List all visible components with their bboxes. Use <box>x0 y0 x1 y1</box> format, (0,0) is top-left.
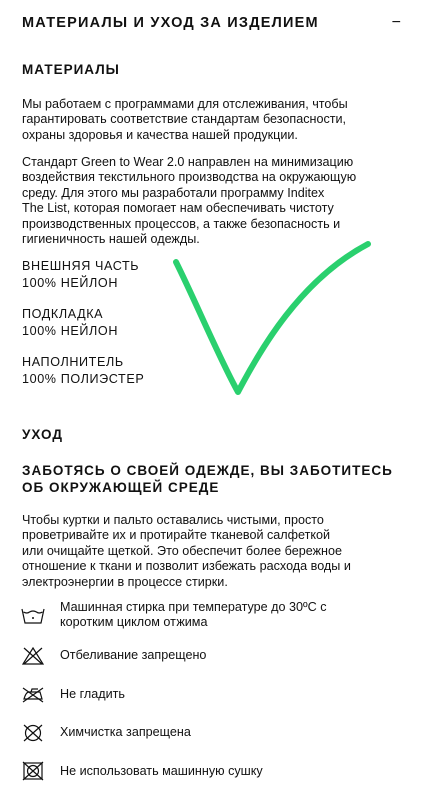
care-item-bleach <box>20 641 410 671</box>
section-header[interactable] <box>22 10 401 36</box>
composition-value: 100% НЕЙЛОН <box>22 275 119 290</box>
materials-heading: МАТЕРИАЛЫ <box>22 62 120 77</box>
care-item-label: Отбеливание запрещено <box>60 648 207 662</box>
care-item-wash <box>20 598 410 632</box>
materials-intro: Мы работаем с программами для отслеживания, чтобы гарантировать соответствие стандартам безопасности, охраны здоровья и качества нашей продукции. <box>22 97 348 142</box>
care-item-tumble-dry <box>20 756 410 786</box>
care-instructions <box>20 598 410 795</box>
care-item-dry-clean <box>20 718 410 748</box>
care-item-label: Машинная стирка при температуре до 30ºC с коротким циклом отжима <box>60 600 327 629</box>
care-item-label: Не использовать машинную сушку <box>60 763 263 778</box>
care-text: Чтобы куртки и пальто оставались чистыми, просто проветривайте их и протирайте тканевой салфеткой или очищайте щеткой. Это обеспечит более бережное отношение к ткани и позволит избежать расхода воды и электроэнергии в процессе стирки. <box>22 513 351 589</box>
care-item-label: Химчистка запрещена <box>60 725 191 739</box>
no-bleach-icon <box>20 645 46 667</box>
composition-value: 100% НЕЙЛОН <box>22 323 119 338</box>
section-title: МАТЕРИАЛЫ И УХОД ЗА ИЗДЕЛИЕМ <box>22 15 319 31</box>
care-item-label: Не гладить <box>60 686 125 701</box>
composition-filling <box>22 354 144 387</box>
wash-30-icon <box>20 604 46 626</box>
composition-value: 100% ПОЛИЭСТЕР <box>22 371 145 386</box>
collapse-icon[interactable]: − <box>391 14 401 31</box>
no-tumble-dry-icon <box>20 760 46 782</box>
no-iron-icon <box>20 683 46 705</box>
composition-part: ПОДКЛАДКА <box>22 307 104 321</box>
composition-outer <box>22 258 139 291</box>
composition-lining <box>22 306 118 339</box>
care-heading: УХОД <box>22 427 63 442</box>
materials-standard: Стандарт Green to Wear 2.0 направлен на минимизацию воздействия текстильного производства на окружающую среду. Для этого мы разработали программу Inditex The List, которая помогает нам обеспечивать чистоту производственных процессов, а также безопасность и гигиеничность нашей одежды. <box>22 155 357 247</box>
checkmark-stroke <box>176 244 368 392</box>
composition-part: ВНЕШНЯЯ ЧАСТЬ <box>22 259 140 273</box>
care-item-iron <box>20 679 410 709</box>
no-dry-clean-icon <box>20 722 46 744</box>
composition-part: НАПОЛНИТЕЛЬ <box>22 355 124 369</box>
care-subheading: ЗАБОТЯСЬ О СВОЕЙ ОДЕЖДЕ, ВЫ ЗАБОТИТЕСЬ ОБ ОКРУЖАЮЩЕЙ СРЕДЕ <box>22 463 393 495</box>
